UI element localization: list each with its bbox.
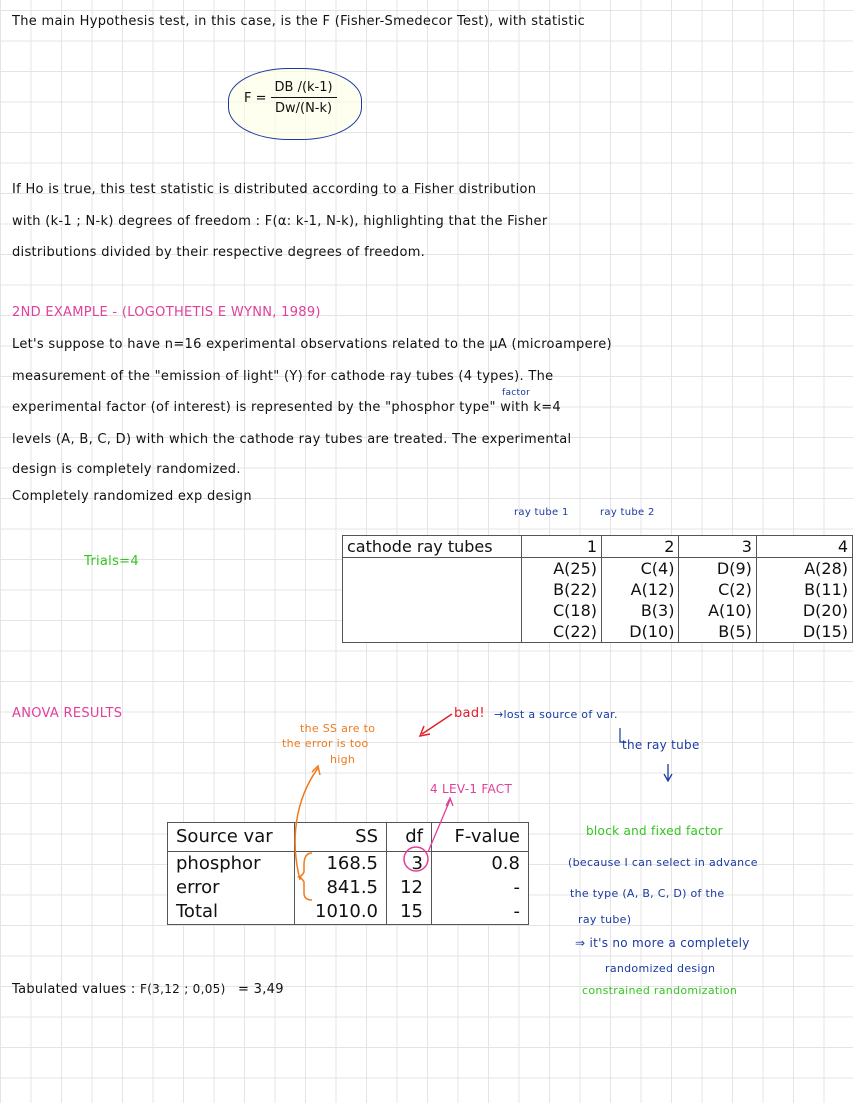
because-line: (because I can select in advance — [568, 856, 758, 869]
example-heading: 2ND EXAMPLE - (LOGOTHETIS E WYNN, 1989) — [12, 305, 321, 320]
cell: D(10) — [602, 621, 679, 643]
because-line: ray tube) — [578, 913, 632, 926]
cell: 0.8 — [432, 852, 529, 877]
block-note: block and fixed factor — [586, 824, 723, 838]
header-cell: 2 — [602, 536, 679, 558]
table-row — [168, 876, 529, 900]
orange-arrow-head — [312, 766, 320, 775]
paragraph2-line: measurement of the "emission of light" (Y) for cathode ray tubes (4 types). The — [12, 369, 554, 384]
paragraph2-line: Completely randomized exp design — [12, 489, 252, 504]
f-statistic-formula — [244, 80, 337, 116]
table-row — [343, 600, 853, 621]
header-cell: cathode ray tubes — [343, 536, 522, 558]
cell: B(3) — [602, 600, 679, 621]
paragraph2-line: design is completely randomized. — [12, 462, 241, 477]
red-arrow — [420, 714, 452, 736]
table-row — [168, 852, 529, 877]
not-random-line: ⇒ it's no more a completely — [575, 936, 750, 950]
blue-arrow-down — [664, 764, 672, 781]
table-row — [343, 621, 853, 643]
formula-lhs: F = — [244, 90, 267, 106]
header-cell: 1 — [521, 536, 601, 558]
ss-note-line: the SS are to — [300, 722, 376, 735]
ss-note-line: the error is too — [282, 737, 369, 750]
cell: C(22) — [521, 621, 601, 643]
cell: Total — [168, 900, 295, 925]
table-header-row — [343, 536, 853, 558]
tube-label-2: ray tube 2 — [600, 507, 655, 518]
ray-tube-note: the ray tube — [622, 738, 700, 752]
paragraph2-line: levels (A, B, C, D) with which the cathode ray tubes are treated. The experimental — [12, 432, 572, 447]
cell: D(9) — [679, 558, 756, 580]
tabulated-expression: F(3,12 ; 0,05) — [140, 982, 226, 996]
not-random-line: randomized design — [605, 962, 716, 975]
cell: A(10) — [679, 600, 756, 621]
cell: A(28) — [756, 558, 852, 580]
cell: error — [168, 876, 295, 900]
cell: D(20) — [756, 600, 852, 621]
cell: - — [432, 900, 529, 925]
bad-note: bad! — [454, 706, 485, 721]
paragraph1-line: distributions divided by their respective degrees of freedom. — [12, 245, 426, 260]
factor-note: factor — [502, 388, 531, 398]
empty-cell — [343, 558, 522, 580]
formula-denominator: Dw/(N-k) — [274, 101, 333, 116]
intro-text: The main Hypothesis test, in this case, is the F (Fisher-Smedecor Test), with statistic — [12, 14, 586, 29]
formula-numerator: DB /(k-1) — [271, 80, 337, 98]
cell: A(12) — [602, 579, 679, 600]
df-note: 4 LEV-1 FACT — [430, 782, 513, 796]
tabulated-label: Tabulated values : — [12, 982, 136, 997]
cell: D(15) — [756, 621, 852, 643]
tabulated-value: = 3,49 — [238, 982, 284, 997]
cell: C(18) — [521, 600, 601, 621]
paragraph2-line: experimental factor (of interest) is represented by the "phosphor type" with k=4 — [12, 400, 562, 415]
ss-note-line: high — [330, 753, 356, 766]
anova-heading: ANOVA RESULTS — [12, 706, 123, 721]
table-header-row — [168, 823, 529, 852]
because-line: the type (A, B, C, D) of the — [570, 887, 725, 900]
cell: C(2) — [679, 579, 756, 600]
empty-cell — [343, 579, 522, 600]
cell: 3 — [387, 852, 432, 877]
header-cell: 3 — [679, 536, 756, 558]
paragraph2-line: Let's suppose to have n=16 experimental observations related to the μA (microampere) — [12, 337, 612, 352]
cell: 1010.0 — [295, 900, 387, 925]
cell: B(22) — [521, 579, 601, 600]
cell: phosphor — [168, 852, 295, 877]
cell: 841.5 — [295, 876, 387, 900]
anova-table — [167, 822, 529, 925]
cell: 15 — [387, 900, 432, 925]
constrained-note: constrained randomization — [582, 984, 738, 997]
header-cell: df — [387, 823, 432, 852]
table-row — [168, 900, 529, 925]
paragraph1-line: If Ho is true, this test statistic is distributed according to a Fisher distribution — [12, 182, 537, 197]
cell: C(4) — [602, 558, 679, 580]
paragraph1-line: with (k-1 ; N-k) degrees of freedom : F(α: k-1, N-k), highlighting that the Fisher — [12, 214, 548, 229]
cell: 12 — [387, 876, 432, 900]
cell: A(25) — [521, 558, 601, 580]
cell: 168.5 — [295, 852, 387, 877]
table-row — [343, 579, 853, 600]
header-cell: F-value — [432, 823, 529, 852]
cell: B(5) — [679, 621, 756, 643]
header-cell: Source var — [168, 823, 295, 852]
header-cell: 4 — [756, 536, 852, 558]
table-row — [343, 558, 853, 580]
ray-tube-table — [342, 535, 853, 643]
cell: B(11) — [756, 579, 852, 600]
lost-source-note: →lost a source of var. — [494, 708, 618, 721]
tube-label-1: ray tube 1 — [514, 507, 569, 518]
header-cell: SS — [295, 823, 387, 852]
empty-cell — [343, 621, 522, 643]
empty-cell — [343, 600, 522, 621]
cell: - — [432, 876, 529, 900]
trials-note: Trials=4 — [84, 554, 139, 569]
